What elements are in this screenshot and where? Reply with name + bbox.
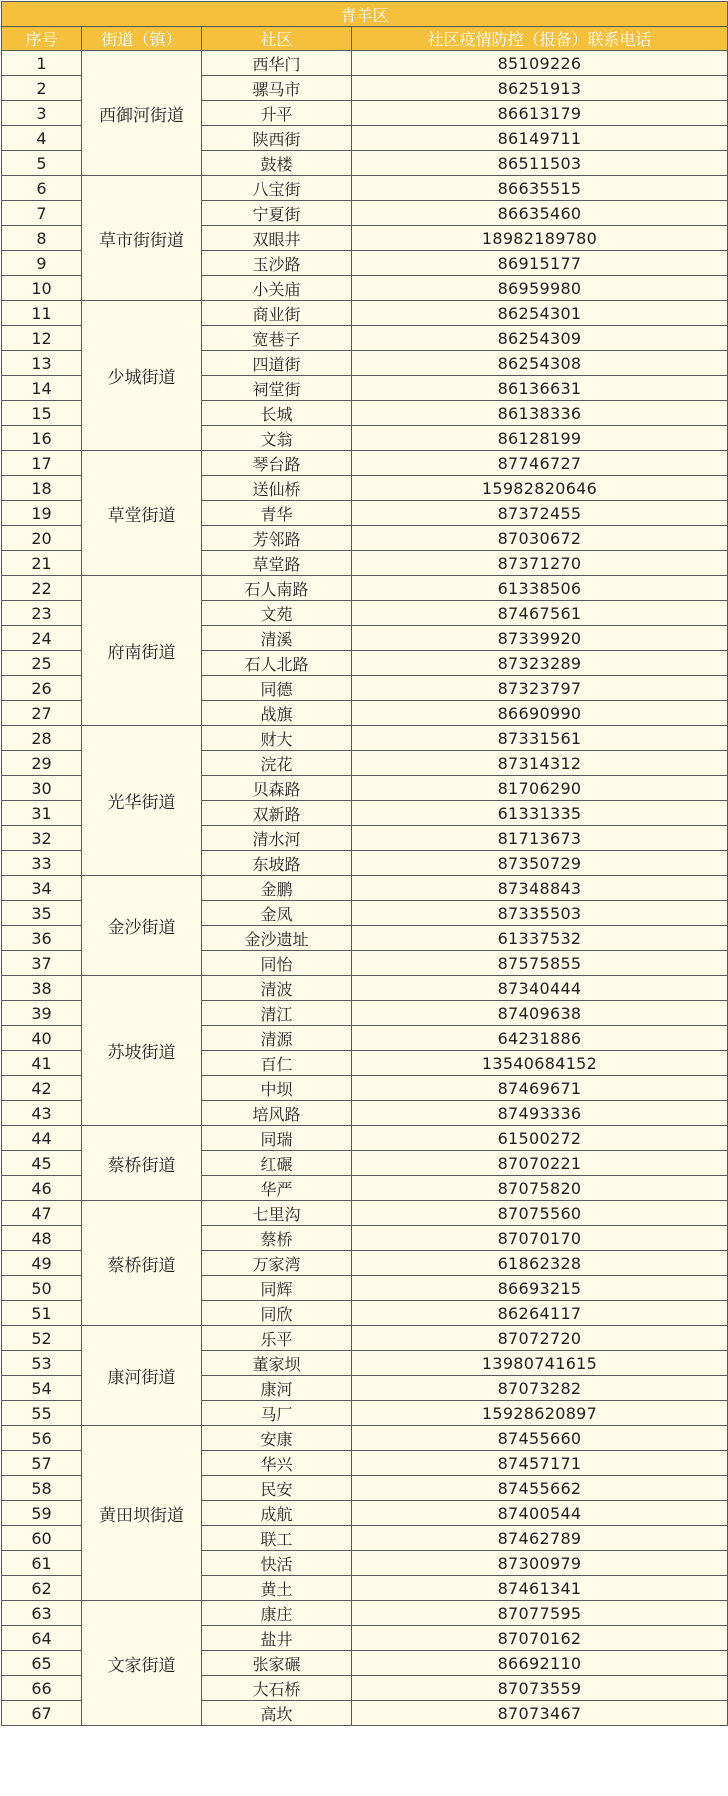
community-cell: 石人北路: [202, 651, 352, 676]
street-cell: 蔡桥街道: [82, 1201, 202, 1326]
community-phone-table: [1, 1, 728, 1726]
phone-cell: 87335503: [352, 901, 728, 926]
community-cell: 黄土: [202, 1576, 352, 1601]
header-row: [2, 27, 728, 51]
community-cell: 盐井: [202, 1626, 352, 1651]
community-cell: 蔡桥: [202, 1226, 352, 1251]
phone-cell: 87075820: [352, 1176, 728, 1201]
community-cell: 双眼井: [202, 226, 352, 251]
table-row: [2, 576, 728, 601]
community-cell: 清溪: [202, 626, 352, 651]
row-index: 63: [2, 1601, 82, 1626]
phone-cell: 87400544: [352, 1501, 728, 1526]
community-cell: 张家碾: [202, 1651, 352, 1676]
row-index: 30: [2, 776, 82, 801]
street-cell: 蔡桥街道: [82, 1126, 202, 1201]
row-index: 61: [2, 1551, 82, 1576]
row-index: 32: [2, 826, 82, 851]
row-index: 15: [2, 401, 82, 426]
street-cell: 金沙街道: [82, 876, 202, 976]
phone-cell: 87469671: [352, 1076, 728, 1101]
phone-cell: 86128199: [352, 426, 728, 451]
community-cell: 玉沙路: [202, 251, 352, 276]
row-index: 5: [2, 151, 82, 176]
community-cell: 华兴: [202, 1451, 352, 1476]
phone-cell: 86511503: [352, 151, 728, 176]
phone-cell: 87462789: [352, 1526, 728, 1551]
row-index: 51: [2, 1301, 82, 1326]
row-index: 67: [2, 1701, 82, 1726]
row-index: 13: [2, 351, 82, 376]
community-cell: 石人南路: [202, 576, 352, 601]
row-index: 57: [2, 1451, 82, 1476]
community-cell: 成航: [202, 1501, 352, 1526]
row-index: 33: [2, 851, 82, 876]
community-cell: 小关庙: [202, 276, 352, 301]
row-index: 56: [2, 1426, 82, 1451]
row-index: 17: [2, 451, 82, 476]
phone-cell: 87350729: [352, 851, 728, 876]
street-cell: 府南街道: [82, 576, 202, 726]
phone-cell: 87339920: [352, 626, 728, 651]
community-cell: 四道街: [202, 351, 352, 376]
phone-cell: 61337532: [352, 926, 728, 951]
community-cell: 康庄: [202, 1601, 352, 1626]
phone-cell: 87455660: [352, 1426, 728, 1451]
phone-cell: 86251913: [352, 76, 728, 101]
community-cell: 民安: [202, 1476, 352, 1501]
row-index: 41: [2, 1051, 82, 1076]
community-cell: 高坎: [202, 1701, 352, 1726]
phone-cell: 87371270: [352, 551, 728, 576]
row-index: 46: [2, 1176, 82, 1201]
row-index: 28: [2, 726, 82, 751]
phone-cell: 87409638: [352, 1001, 728, 1026]
phone-cell: 61862328: [352, 1251, 728, 1276]
table-row: [2, 451, 728, 476]
phone-cell: 86693215: [352, 1276, 728, 1301]
street-cell: 草市街街道: [82, 176, 202, 301]
header-phone: 社区疫情防控（报备）联系电话: [352, 27, 728, 51]
community-cell: 清水河: [202, 826, 352, 851]
row-index: 4: [2, 126, 82, 151]
phone-cell: 86264117: [352, 1301, 728, 1326]
street-cell: 黄田坝街道: [82, 1426, 202, 1601]
community-cell: 中坝: [202, 1076, 352, 1101]
phone-cell: 87455662: [352, 1476, 728, 1501]
phone-cell: 87493336: [352, 1101, 728, 1126]
row-index: 26: [2, 676, 82, 701]
phone-cell: 86692110: [352, 1651, 728, 1676]
row-index: 22: [2, 576, 82, 601]
community-cell: 安康: [202, 1426, 352, 1451]
table-row: [2, 51, 728, 76]
community-cell: 清源: [202, 1026, 352, 1051]
row-index: 12: [2, 326, 82, 351]
row-index: 62: [2, 1576, 82, 1601]
community-cell: 贝森路: [202, 776, 352, 801]
row-index: 59: [2, 1501, 82, 1526]
phone-cell: 87340444: [352, 976, 728, 1001]
header-street: 街道（镇）: [82, 27, 202, 51]
row-index: 66: [2, 1676, 82, 1701]
table-row: [2, 176, 728, 201]
phone-cell: 86138336: [352, 401, 728, 426]
community-cell: 同怡: [202, 951, 352, 976]
phone-cell: 64231886: [352, 1026, 728, 1051]
community-cell: 金凤: [202, 901, 352, 926]
row-index: 47: [2, 1201, 82, 1226]
row-index: 34: [2, 876, 82, 901]
row-index: 55: [2, 1401, 82, 1426]
phone-cell: 87077595: [352, 1601, 728, 1626]
phone-cell: 61500272: [352, 1126, 728, 1151]
community-cell: 陕西街: [202, 126, 352, 151]
phone-cell: 13540684152: [352, 1051, 728, 1076]
community-cell: 鼓楼: [202, 151, 352, 176]
phone-cell: 86254301: [352, 301, 728, 326]
row-index: 54: [2, 1376, 82, 1401]
community-cell: 清江: [202, 1001, 352, 1026]
community-cell: 七里沟: [202, 1201, 352, 1226]
community-cell: 大石桥: [202, 1676, 352, 1701]
community-cell: 草堂路: [202, 551, 352, 576]
street-cell: 西御河街道: [82, 51, 202, 176]
phone-cell: 87075560: [352, 1201, 728, 1226]
phone-cell: 87070221: [352, 1151, 728, 1176]
row-index: 7: [2, 201, 82, 226]
street-cell: 草堂街道: [82, 451, 202, 576]
community-cell: 长城: [202, 401, 352, 426]
community-cell: 乐平: [202, 1326, 352, 1351]
row-index: 25: [2, 651, 82, 676]
community-cell: 董家坝: [202, 1351, 352, 1376]
community-cell: 升平: [202, 101, 352, 126]
community-cell: 同欣: [202, 1301, 352, 1326]
phone-cell: 15928620897: [352, 1401, 728, 1426]
row-index: 10: [2, 276, 82, 301]
row-index: 60: [2, 1526, 82, 1551]
row-index: 9: [2, 251, 82, 276]
row-index: 39: [2, 1001, 82, 1026]
row-index: 14: [2, 376, 82, 401]
community-cell: 八宝街: [202, 176, 352, 201]
community-cell: 万家湾: [202, 1251, 352, 1276]
phone-cell: 87457171: [352, 1451, 728, 1476]
phone-cell: 86959980: [352, 276, 728, 301]
phone-cell: 86690990: [352, 701, 728, 726]
row-index: 18: [2, 476, 82, 501]
community-cell: 商业街: [202, 301, 352, 326]
row-index: 8: [2, 226, 82, 251]
row-index: 2: [2, 76, 82, 101]
row-index: 45: [2, 1151, 82, 1176]
table-row: [2, 301, 728, 326]
community-cell: 文苑: [202, 601, 352, 626]
phone-cell: 87073559: [352, 1676, 728, 1701]
phone-cell: 87073282: [352, 1376, 728, 1401]
phone-cell: 15982820646: [352, 476, 728, 501]
phone-cell: 81706290: [352, 776, 728, 801]
community-cell: 红碾: [202, 1151, 352, 1176]
community-cell: 同德: [202, 676, 352, 701]
phone-cell: 18982189780: [352, 226, 728, 251]
table-row: [2, 1201, 728, 1226]
row-index: 37: [2, 951, 82, 976]
row-index: 65: [2, 1651, 82, 1676]
phone-cell: 87467561: [352, 601, 728, 626]
row-index: 49: [2, 1251, 82, 1276]
phone-cell: 87300979: [352, 1551, 728, 1576]
phone-cell: 13980741615: [352, 1351, 728, 1376]
phone-cell: 87072720: [352, 1326, 728, 1351]
row-index: 19: [2, 501, 82, 526]
phone-cell: 87331561: [352, 726, 728, 751]
title-row: [2, 2, 728, 27]
phone-cell: 81713673: [352, 826, 728, 851]
header-index: 序号: [2, 27, 82, 51]
community-cell: 骡马市: [202, 76, 352, 101]
community-cell: 宁夏街: [202, 201, 352, 226]
street-cell: 康河街道: [82, 1326, 202, 1426]
row-index: 36: [2, 926, 82, 951]
phone-cell: 86149711: [352, 126, 728, 151]
phone-cell: 87746727: [352, 451, 728, 476]
phone-cell: 87575855: [352, 951, 728, 976]
phone-cell: 86635460: [352, 201, 728, 226]
row-index: 31: [2, 801, 82, 826]
street-cell: 少城街道: [82, 301, 202, 451]
table-row: [2, 976, 728, 1001]
header-community: 社区: [202, 27, 352, 51]
phone-cell: 86254309: [352, 326, 728, 351]
community-cell: 联工: [202, 1526, 352, 1551]
community-cell: 快活: [202, 1551, 352, 1576]
phone-cell: 87070162: [352, 1626, 728, 1651]
row-index: 24: [2, 626, 82, 651]
phone-cell: 61331335: [352, 801, 728, 826]
table-title: 青羊区: [2, 2, 728, 27]
row-index: 52: [2, 1326, 82, 1351]
community-cell: 金鹏: [202, 876, 352, 901]
row-index: 50: [2, 1276, 82, 1301]
table-row: [2, 876, 728, 901]
table-body: [2, 51, 728, 1726]
phone-cell: 87030672: [352, 526, 728, 551]
row-index: 27: [2, 701, 82, 726]
row-index: 6: [2, 176, 82, 201]
table-row: [2, 726, 728, 751]
community-cell: 送仙桥: [202, 476, 352, 501]
phone-cell: 87314312: [352, 751, 728, 776]
table-row: [2, 1601, 728, 1626]
row-index: 16: [2, 426, 82, 451]
table-row: [2, 1326, 728, 1351]
community-cell: 同瑞: [202, 1126, 352, 1151]
phone-cell: 86915177: [352, 251, 728, 276]
row-index: 29: [2, 751, 82, 776]
row-index: 3: [2, 101, 82, 126]
community-cell: 百仁: [202, 1051, 352, 1076]
street-cell: 苏坡街道: [82, 976, 202, 1126]
row-index: 40: [2, 1026, 82, 1051]
community-cell: 培风路: [202, 1101, 352, 1126]
phone-cell: 87372455: [352, 501, 728, 526]
community-cell: 华严: [202, 1176, 352, 1201]
phone-cell: 61338506: [352, 576, 728, 601]
phone-cell: 85109226: [352, 51, 728, 76]
community-cell: 金沙遗址: [202, 926, 352, 951]
row-index: 48: [2, 1226, 82, 1251]
phone-cell: 87323289: [352, 651, 728, 676]
row-index: 43: [2, 1101, 82, 1126]
community-cell: 同辉: [202, 1276, 352, 1301]
row-index: 53: [2, 1351, 82, 1376]
community-cell: 浣花: [202, 751, 352, 776]
row-index: 42: [2, 1076, 82, 1101]
community-cell: 康河: [202, 1376, 352, 1401]
phone-cell: 86136631: [352, 376, 728, 401]
community-cell: 芳邻路: [202, 526, 352, 551]
phone-cell: 86635515: [352, 176, 728, 201]
row-index: 23: [2, 601, 82, 626]
row-index: 21: [2, 551, 82, 576]
phone-cell: 87323797: [352, 676, 728, 701]
community-cell: 青华: [202, 501, 352, 526]
community-cell: 双新路: [202, 801, 352, 826]
community-cell: 祠堂街: [202, 376, 352, 401]
community-cell: 东坡路: [202, 851, 352, 876]
phone-cell: 87461341: [352, 1576, 728, 1601]
community-cell: 宽巷子: [202, 326, 352, 351]
community-cell: 文翁: [202, 426, 352, 451]
row-index: 38: [2, 976, 82, 1001]
row-index: 11: [2, 301, 82, 326]
community-cell: 财大: [202, 726, 352, 751]
community-cell: 琴台路: [202, 451, 352, 476]
community-cell: 战旗: [202, 701, 352, 726]
phone-cell: 87073467: [352, 1701, 728, 1726]
phone-cell: 86613179: [352, 101, 728, 126]
community-cell: 清波: [202, 976, 352, 1001]
row-index: 64: [2, 1626, 82, 1651]
phone-cell: 87348843: [352, 876, 728, 901]
table-row: [2, 1426, 728, 1451]
community-cell: 西华门: [202, 51, 352, 76]
row-index: 58: [2, 1476, 82, 1501]
row-index: 35: [2, 901, 82, 926]
table-row: [2, 1126, 728, 1151]
row-index: 44: [2, 1126, 82, 1151]
phone-cell: 87070170: [352, 1226, 728, 1251]
row-index: 20: [2, 526, 82, 551]
street-cell: 文家街道: [82, 1601, 202, 1726]
community-cell: 马厂: [202, 1401, 352, 1426]
phone-cell: 86254308: [352, 351, 728, 376]
row-index: 1: [2, 51, 82, 76]
street-cell: 光华街道: [82, 726, 202, 876]
